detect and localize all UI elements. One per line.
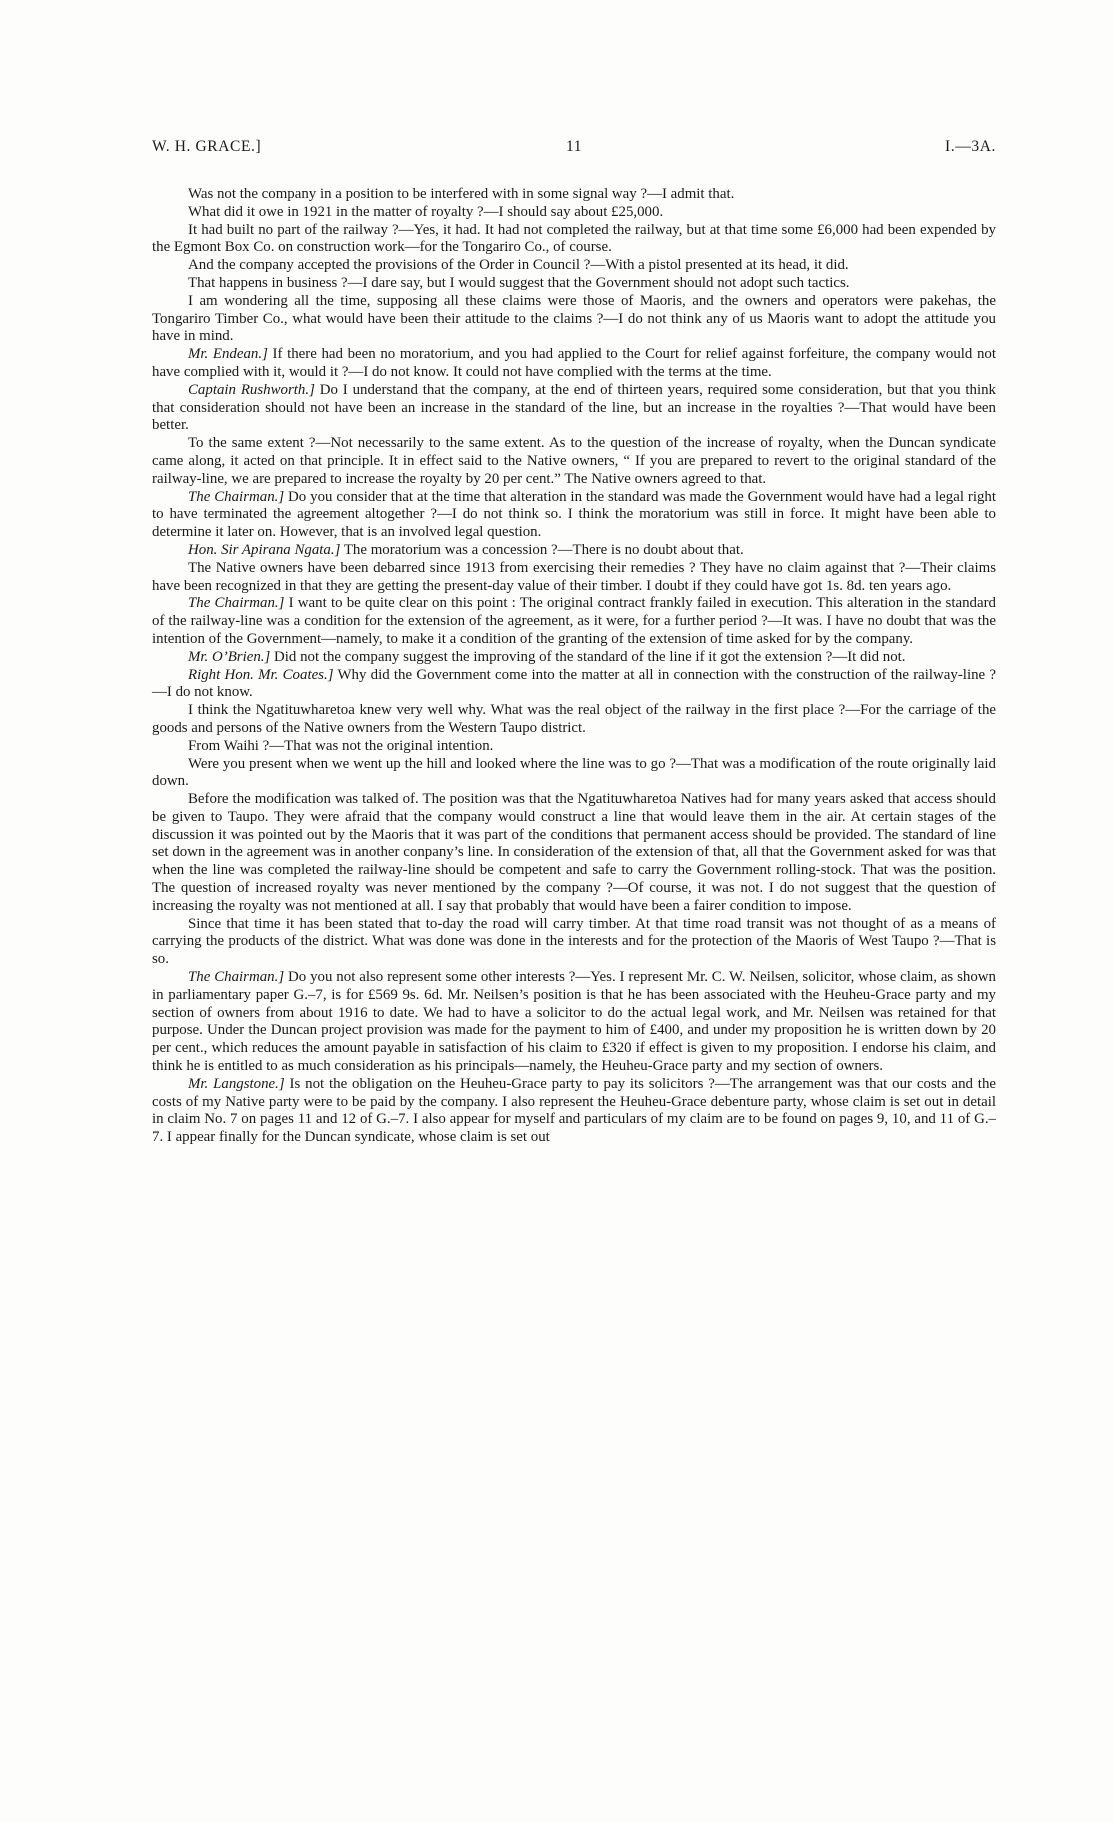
evidence-paragraph [152,969,996,1076]
paragraph-text: Did not the company suggest the improving of the standard of the line if it got the extension ?—It did not. [270,648,906,665]
paragraph-text: Do I understand that the company, at the end of thirteen years, required some consideration, but that you think that consideration should not have been an increase in the standard of the line, but an increase in the royalties ?—That would have been better. [152,381,997,434]
paragraph-text: Do you consider that at the time that alteration in the standard was made the Government would have had a legal right to have terminated the agreement altogether ?—I do not think so. I think the moratorium was still in force. It might have been able to determine it later on. However, that is an involved legal question. [152,488,996,541]
speaker-label: The Chairman.] [188,488,285,505]
paragraph-text: Were you present when we went up the hill and looked where the line was to go ?—That was a modification of the route originally laid down. [152,755,996,790]
paragraph-text: From Waihi ?—That was not the original intention. [188,737,494,754]
running-head [152,138,996,162]
paragraph-text: To the same extent ?—Not necessarily to the same extent. As to the question of the increase of royalty, when the Duncan syndicate came along, it acted on that principle. It in effect said to the Native owners, “ If you are prepared to revert to the original standard of the railway-line, we are prepared to increase the royalty by 20 per cent.” The Native owners agreed to that. [152,435,996,487]
speaker-label: Mr. O’Brien.] [188,648,271,665]
evidence-paragraph [152,204,996,222]
paragraph-text: That happens in business ?—I dare say, but I would suggest that the Government should not adopt such tactics. [188,274,850,291]
evidence-paragraph [152,791,996,916]
evidence-paragraph [152,756,996,792]
paragraph-text: Is not the obligation on the Heuheu-Grace party to pay its solicitors ?—The arrangement was that our costs and the costs of my Native party were to be paid by the company. I also represent the Heuheu-Grace debenture party, whose claim is set out in detail in claim No. 7 on pages 11 and 12 of G.–7. I also appear for myself and particulars of my claim are to be found on pages 9, 10, and 11 of G.–7. I appear finally for the Duncan syndicate, whose claim is set out [152,1075,996,1146]
evidence-paragraph [152,186,996,204]
paragraph-text: Before the modification was talked of. The position was that the Ngatituwharetoa Natives had for many years asked that access should be given to Taupo. They were afraid that the company would construct a line that would leave them in the air. At certain stages of the discussion it was pointed out by the Maoris that it was part of the conditions that permanent access should be provided. The standard of line set down in the agreement was in another conpany’s line. In consideration of the extension of that, all that the Government asked for was that when the line was completed the railway-line should be competent and safe to carry the Government rolling-stock. That was the position. The question of increased royalty was never mentioned by the company ?—Of course, it was not. I do not suggest that the question of increasing the royalty was not mentioned at all. I say that probably that would have been a fairer condition to impose. [152,791,996,914]
evidence-paragraph [152,257,996,275]
speaker-label: Mr. Endean.] [188,346,268,363]
speaker-label: Mr. Langstone.] [188,1075,285,1092]
paragraph-text: Was not the company in a position to be interfered with in some signal way ?—I admit that. [188,186,735,202]
evidence-paragraph [152,293,996,346]
speaker-label: The Chairman.] [188,595,285,612]
evidence-paragraph [152,560,996,596]
paragraph-text: The moratorium was a concession ?—There is no doubt about that. [340,541,744,558]
evidence-paragraph [152,275,996,293]
evidence-paragraph [152,346,996,382]
evidence-paragraph [152,542,996,560]
evidence-paragraph [152,382,996,435]
evidence-paragraph [152,435,996,488]
paragraph-text: And the company accepted the provisions of the Order in Council ?—With a pistol presented at its head, it did. [188,257,849,274]
evidence-paragraph [152,667,996,703]
page-number: 11 [565,138,583,155]
paragraph-text: The Native owners have been debarred since 1913 from exercising their remedies ? They have no claim against that ?—Their claims have been recognized in that they are getting the present-day value of their timber. I doubt if they could have got 1s. 8d. ten years ago. [152,559,996,594]
evidence-paragraph [152,738,996,756]
paragraph-text: I think the Ngatituwharetoa knew very well why. What was the real object of the railway in the first place ?—For the carriage of the goods and persons of the Native owners from the Western Taupo district. [152,702,996,736]
evidence-paragraph [152,222,996,258]
evidence-paragraph [152,649,996,667]
evidence-paragraph [152,595,996,648]
paper-reference: I.—3A. [945,138,996,155]
paragraph-text: I am wondering all the time, supposing all these claims were those of Maoris, and the owners and operators were pakehas, the Tongariro Timber Co., what would have been their attitude to the claims ?—I do not think any of us Maoris want to adopt the attitude you have in mind. [152,292,996,345]
evidence-paragraph [152,702,996,738]
speaker-label: Hon. Sir Apirana Ngata.] [188,541,341,558]
speaker-label: Captain Rushworth.] [188,381,315,398]
evidence-paragraph [152,489,996,542]
witness-name: W. H. GRACE.] [152,138,262,155]
evidence-paragraph [152,1076,996,1147]
paragraph-text: Why did the Government come into the matter at all in connection with the construction of the railway-line ?—I do not know. [152,666,996,701]
speaker-label: The Chairman.] [188,969,285,986]
paragraph-text: Do you not also represent some other interests ?—Yes. I represent Mr. C. W. Neilsen, solicitor, whose claim, as shown in parliamentary paper G.–7, is for £569 9s. 6d. Mr. Neilsen’s position is that he has been associated with the Heuheu-Grace party and my section of owners from about 1916 to date. We had to have a solicitor to do the actual legal work, and Mr. Neilsen was retained for that purpose. Under the Duncan project provision was made for the payment to him of £400, and under my proposition he is written down by 20 per cent., which reduces the amount payable in satisfaction of his claim to £320 if effect is given to my proposition. I endorse his claim, and think he is entitled to as much consideration as his principals—namely, the Heuheu-Grace party and my section of owners. [152,969,996,1075]
evidence-text [152,186,996,1147]
paragraph-text: Since that time it has been stated that to-day the road will carry timber. At that time road transit was not thought of as a means of carrying the products of the district. What was done was done in the interests and for the protection of the Maoris of West Taupo ?—That is so. [152,915,996,968]
paragraph-text: It had built no part of the railway ?—Yes, it had. It had not completed the railway, but at that time some £6,000 had been expended by the Egmont Box Co. on construction work—for the Tongariro Co., of course. [152,221,996,256]
speaker-label: Right Hon. Mr. Coates.] [188,666,334,683]
paragraph-text: If there had been no moratorium, and you had applied to the Court for relief against forfeiture, the company would not have complied with it, would it ?—I do not know. It could not have complied with the terms at the time. [152,346,996,380]
paragraph-text: What did it owe in 1921 in the matter of royalty ?—I should say about £25,000. [188,203,664,220]
evidence-paragraph [152,916,996,969]
paragraph-text: I want to be quite clear on this point : The original contract frankly failed in execution. This alteration in the standard of the railway-line was a condition for the extension of the agreement, as it were, for a further period ?—It was. I have no doubt that was the intention of the Government—namely, to make it a condition of the granting of the extension of time asked for by the company. [152,595,996,647]
